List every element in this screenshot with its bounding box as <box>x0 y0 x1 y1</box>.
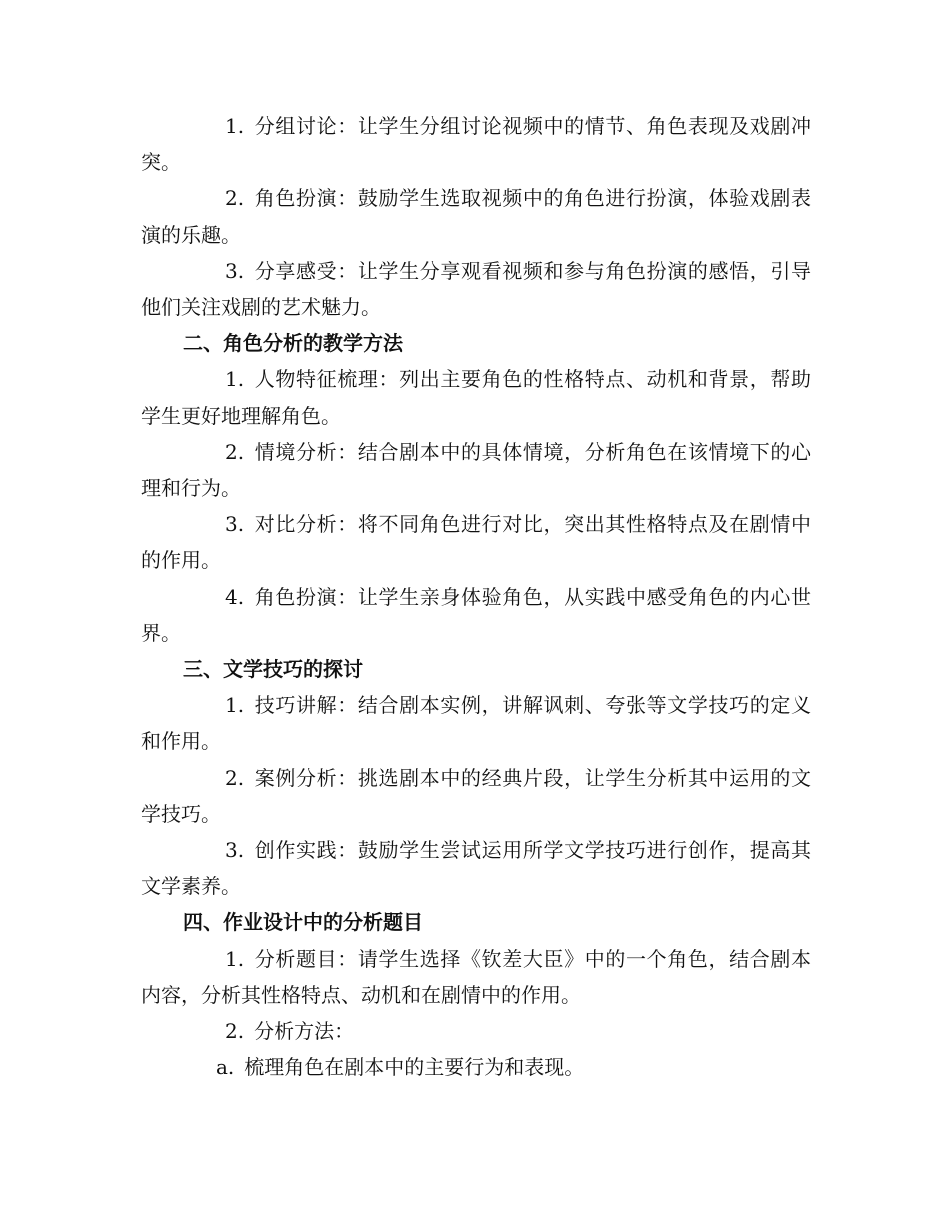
list-item <box>141 941 811 1013</box>
item-number: 2. <box>225 765 245 790</box>
list-item <box>141 687 811 759</box>
item-text: 技巧讲解：结合剧本实例，讲解讽刺、夸张等文学技巧的定义和作用。 <box>141 693 811 754</box>
item-number: 1. <box>225 114 245 138</box>
item-text: 分享感受：让学生分享观看视频和参与角色扮演的感悟，引导他们关注戏剧的艺术魅力。 <box>141 258 811 320</box>
item-number: 1. <box>225 367 245 392</box>
list-item <box>141 760 811 832</box>
item-number: 2. <box>225 1019 245 1044</box>
item-text: 案例分析：挑选剧本中的经典片段，让学生分析其中运用的文学技巧。 <box>141 765 811 826</box>
item-text: 角色扮演：让学生亲身体验角色，从实践中感受角色的内心世界。 <box>141 584 811 645</box>
document-page <box>141 108 811 1085</box>
item-text: 情境分析：结合剧本中的具体情境，分析角色在该情境下的心理和行为。 <box>141 439 811 501</box>
item-number: 3. <box>225 258 245 283</box>
item-text: 创作实践：鼓励学生尝试运用所学文学技巧进行创作，提高其文学素养。 <box>141 838 811 899</box>
item-text: 对比分析：将不同角色进行对比，突出其性格特点及在剧情中的作用。 <box>141 512 811 573</box>
list-item <box>141 361 811 433</box>
section-heading: 三、文学技巧的探讨 <box>183 657 363 682</box>
section-heading: 二、角色分析的教学方法 <box>183 331 403 356</box>
item-text: 角色扮演：鼓励学生选取视频中的角色进行扮演，体验戏剧表演的乐趣。 <box>141 186 811 247</box>
list-item <box>141 434 811 506</box>
list-item <box>141 579 811 651</box>
item-text: 分析题目：请学生选择《钦差大臣》中的一个角色，结合剧本内容，分析其性格特点、动机和在剧情中的作用。 <box>141 946 811 1007</box>
section-heading: 四、作业设计中的分析题目 <box>183 910 423 935</box>
sub-item-marker: a. <box>216 1055 235 1080</box>
item-number: 3. <box>225 512 245 537</box>
list-item <box>141 506 811 578</box>
list-item <box>141 832 811 904</box>
item-number: 1. <box>225 693 245 718</box>
sub-item-text: 梳理角色在剧本中的主要行为和表现。 <box>244 1055 585 1080</box>
item-text: 分析方法： <box>254 1019 355 1044</box>
item-text: 分组讨论：让学生分组讨论视频中的情节、角色表现及戏剧冲突。 <box>141 114 811 175</box>
item-number: 3. <box>225 838 245 863</box>
item-number: 2. <box>225 186 245 211</box>
item-number: 2. <box>225 439 245 464</box>
item-number: 1. <box>225 946 245 971</box>
list-item <box>141 180 811 252</box>
sub-list-item <box>141 1049 811 1085</box>
list-item <box>141 1013 811 1049</box>
list-item <box>141 108 811 180</box>
list-item <box>141 253 811 325</box>
item-number: 4. <box>225 584 245 609</box>
item-text: 人物特征梳理：列出主要角色的性格特点、动机和背景，帮助学生更好地理解角色。 <box>141 367 811 428</box>
